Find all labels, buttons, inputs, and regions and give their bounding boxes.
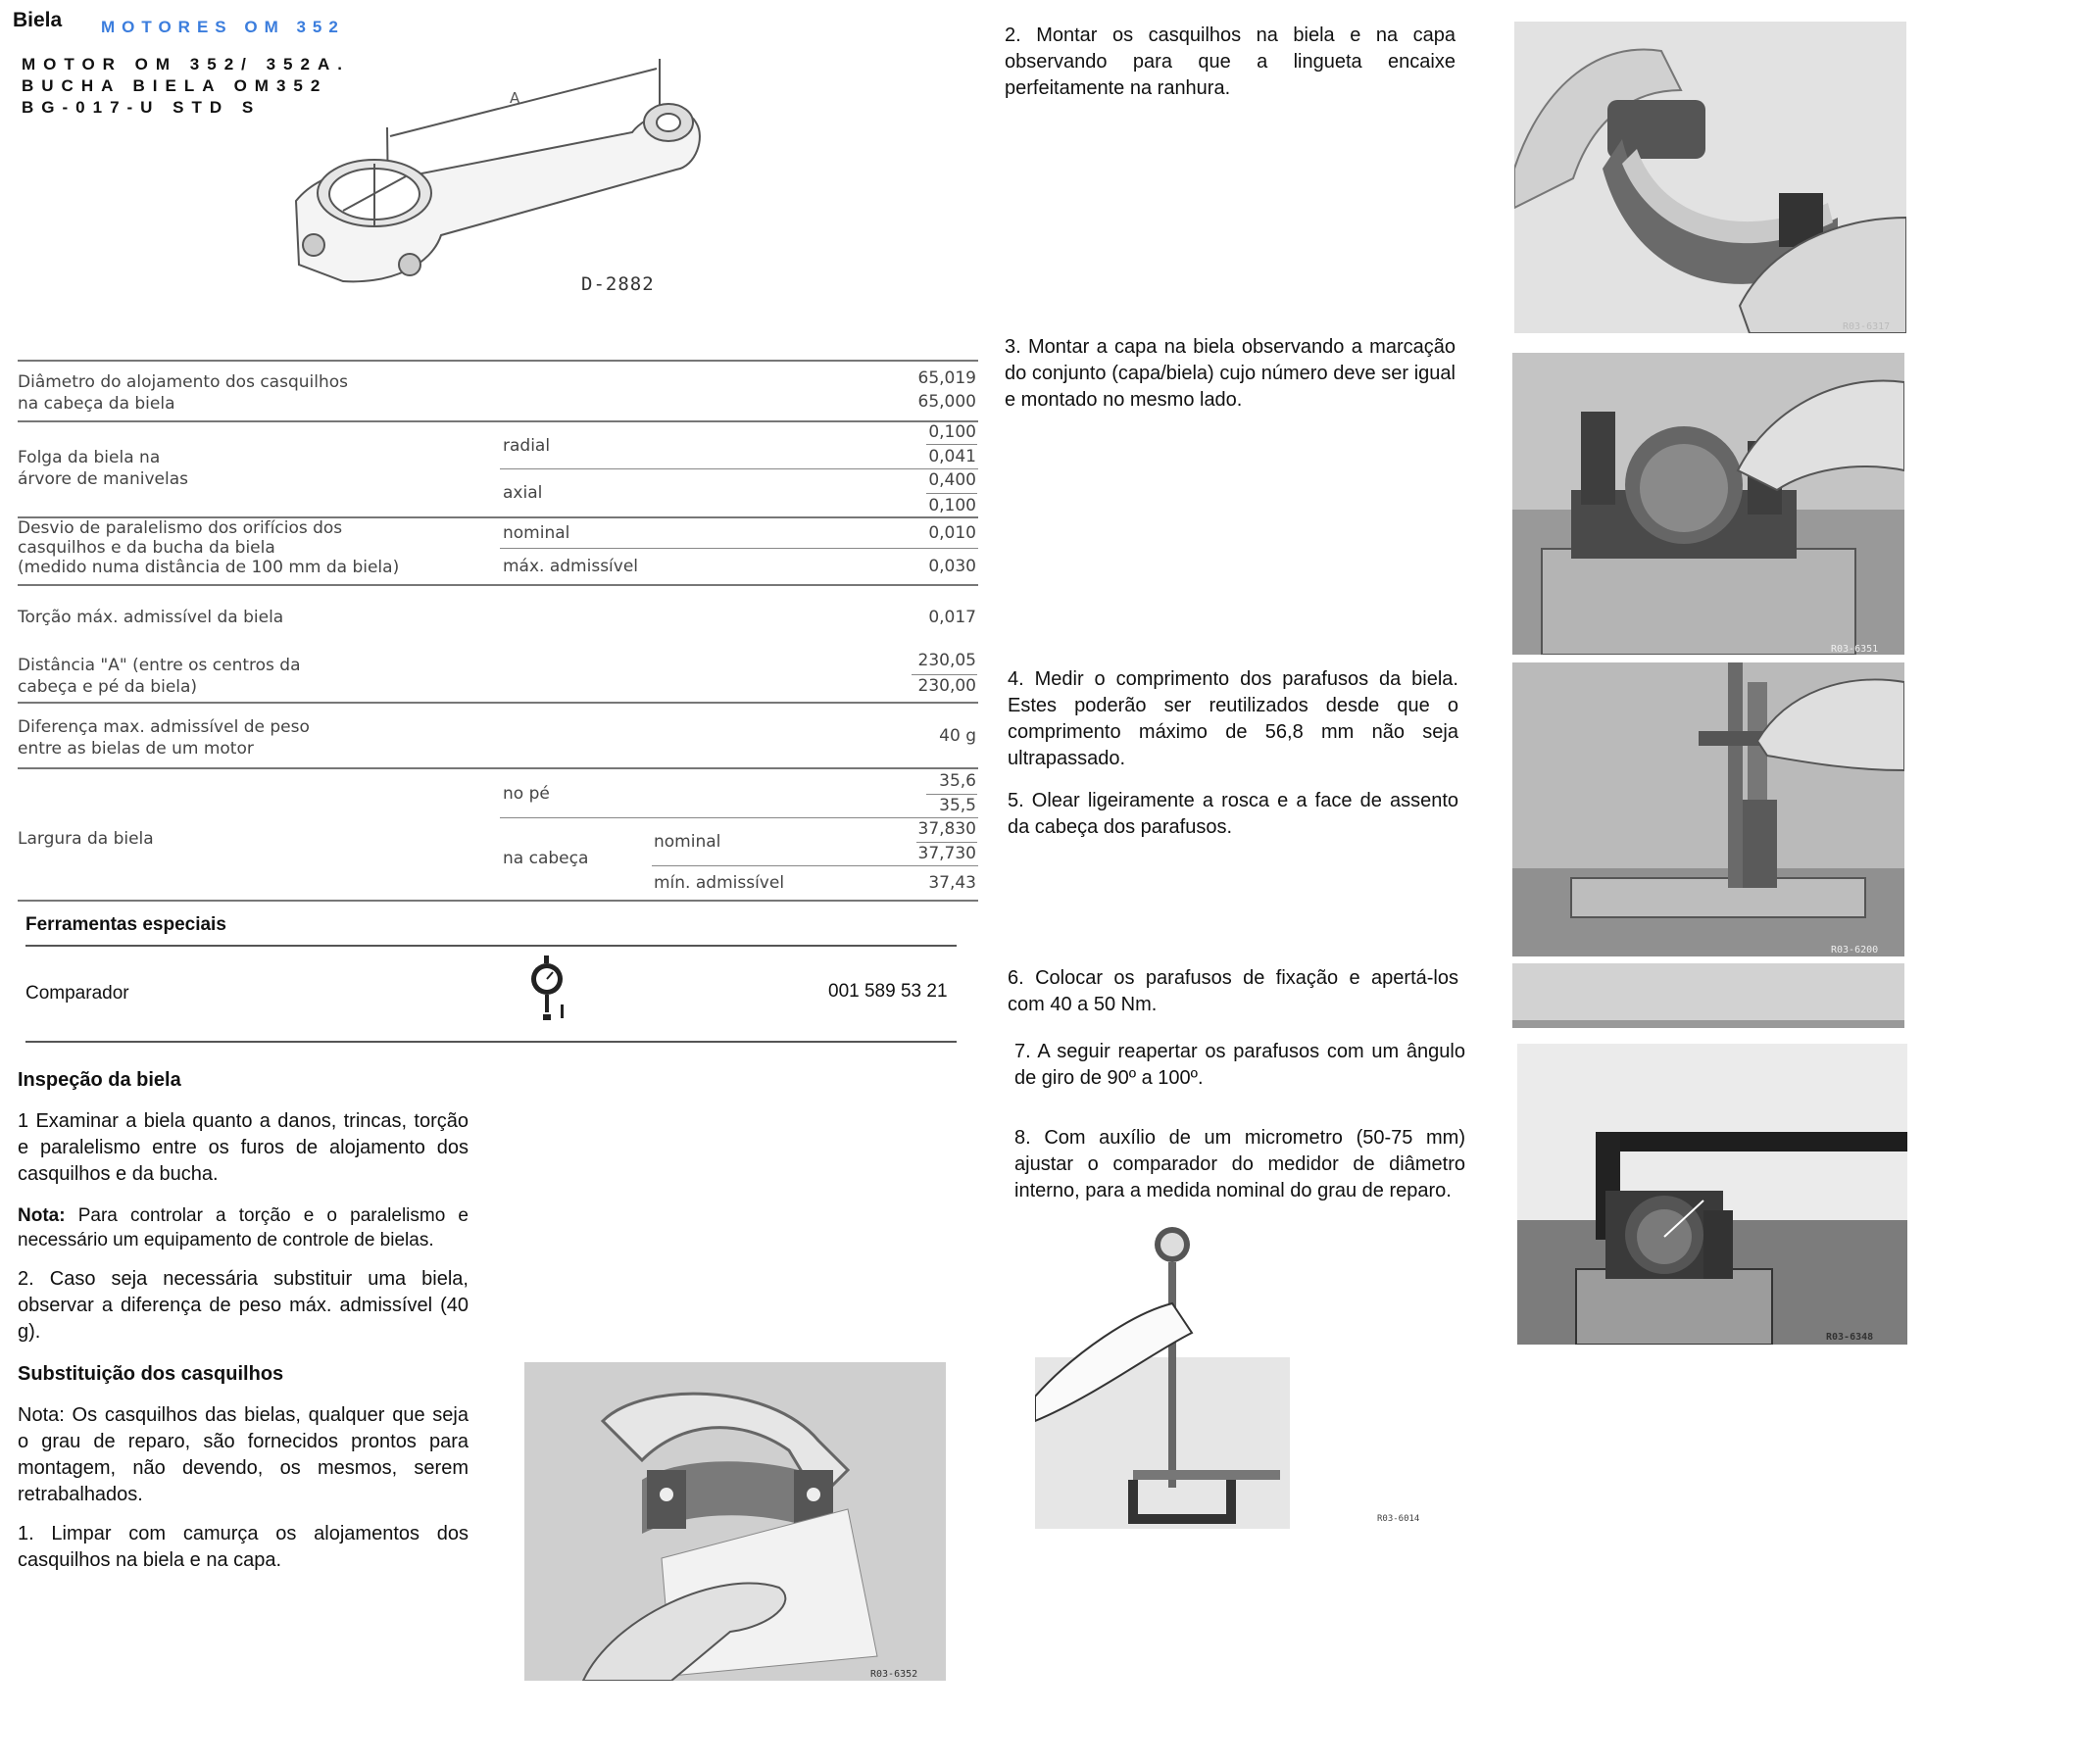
spec-label <box>18 447 188 490</box>
spec-value: 0,017 <box>928 608 976 627</box>
sub-label: mín. admissível <box>654 873 785 893</box>
connecting-rod-drawing <box>284 54 725 299</box>
photo-code: R03-6351 <box>1831 644 1879 655</box>
spec-label-line: Folga da biela na <box>18 448 161 467</box>
table-rule <box>652 865 978 866</box>
spec-label <box>18 518 399 577</box>
spec-value: 0,030 <box>928 557 976 576</box>
note-text: Para controlar a torção e o paralelismo e necessário um equipamento de controle de bielas. <box>18 1205 469 1250</box>
table-rule <box>18 360 978 362</box>
spec-value: 0,100 <box>928 496 976 515</box>
spec-label <box>18 716 310 760</box>
photo-code: R03-6200 <box>1831 945 1879 956</box>
spec-label-line: Desvio de paralelismo dos orifícios dos <box>18 518 343 538</box>
step-text: 8. Com auxílio de um micrometro (50-75 mm) ajustar o comparador do medidor de diâmetro interno, para a medida nominal do grau de reparo. <box>1014 1127 1465 1201</box>
step-text: 5. Olear ligeiramente a rosca e a face de assento da cabeça dos parafusos. <box>1008 790 1458 838</box>
step-text: 3. Montar a capa na biela observando a marcação do conjunto (capa/biela) cujo número deve ser igual e montado no mesmo lado. <box>1005 336 1456 411</box>
spec-value: 0,041 <box>928 447 976 466</box>
spec-label <box>18 371 348 415</box>
spec-value: 37,730 <box>917 844 976 863</box>
spec-label-line: casquilhos e da bucha da biela <box>18 538 275 558</box>
note-label: Nota: <box>18 1205 66 1226</box>
tool-name: Comparador <box>25 983 129 1004</box>
tools-title: Ferramentas especiais <box>25 914 226 935</box>
sub-label: no pé <box>503 784 550 804</box>
tools-rule <box>25 945 957 947</box>
spec-label: Largura da biela <box>18 829 154 849</box>
table-rule <box>500 817 978 818</box>
photo-code: R03-6348 <box>1826 1332 1874 1343</box>
sub-label: radial <box>503 436 551 456</box>
photo-cleaning-bearing-cap <box>524 1362 946 1681</box>
table-rule <box>18 420 978 422</box>
table-rule <box>18 900 978 902</box>
spec-value: 230,05 <box>917 651 976 670</box>
dimension-label: A <box>510 89 520 107</box>
value-divider <box>912 674 977 675</box>
spec-value: 65,000 <box>917 392 976 412</box>
replacement-title: Substituição dos casquilhos <box>18 1363 284 1385</box>
spec-value: 40 g <box>939 726 976 746</box>
spec-value: 230,00 <box>917 676 976 696</box>
photo-mounting-cap <box>1512 353 1904 655</box>
photo-code: R03-6317 <box>1843 321 1891 332</box>
table-rule <box>18 584 978 586</box>
spec-label-line: cabeça e pé da biela) <box>18 677 198 697</box>
spec-value: 35,5 <box>939 796 976 815</box>
spec-value: 0,010 <box>928 523 976 543</box>
spec-label-line: Diferença max. admissível de peso <box>18 717 310 737</box>
spec-label-line: entre as bielas de um motor <box>18 739 254 759</box>
replacement-note: Nota: Os casquilhos das bielas, qualquer que seja o grau de reparo, são fornecidos prontos para montagem, não devendo, os mesmos, serem retrabalhados. <box>18 1404 469 1505</box>
replacement-step: 1. Limpar com camurça os alojamentos dos casquilhos na biela e na capa. <box>18 1523 469 1571</box>
value-divider <box>916 842 977 843</box>
spec-label-line: (medido numa distância de 100 mm da biela) <box>18 558 400 577</box>
sub-label: nominal <box>503 523 570 543</box>
photo-torque-tightening <box>1517 1044 1907 1345</box>
sub-label: na cabeça <box>503 849 589 868</box>
value-divider <box>926 444 977 445</box>
table-rule <box>500 548 978 549</box>
value-divider <box>926 794 977 795</box>
step-text: 7. A seguir reapertar os parafusos com um ângulo de giro de 90º a 100º. <box>1014 1041 1465 1089</box>
inspection-note <box>18 1203 469 1252</box>
section-title: Biela <box>13 9 63 31</box>
spec-value: 65,019 <box>917 368 976 388</box>
dial-indicator-icon <box>529 956 570 1026</box>
table-rule <box>18 767 978 769</box>
photo-fitting-bearing-shell <box>1514 22 1906 333</box>
spec-label-line: árvore de manivelas <box>18 469 188 489</box>
photo-micrometer <box>1035 1225 1290 1529</box>
tools-rule <box>25 1041 957 1043</box>
drawing-code: D-2882 <box>581 273 655 295</box>
sub-label: máx. admissível <box>503 557 639 576</box>
photo-measuring-bolt <box>1512 662 1904 956</box>
inspection-title: Inspeção da biela <box>18 1069 181 1091</box>
step-text: 4. Medir o comprimento dos parafusos da biela. Estes poderão ser reutilizados desde que o comprimento máximo de 56,8 mm não seja ultrapassado. <box>1008 668 1458 769</box>
photo-strip <box>1512 963 1904 1028</box>
spec-label-line: Distância "A" (entre os centros da <box>18 656 301 675</box>
spec-value: 37,43 <box>928 873 976 893</box>
sub-header-line: BG-017-U STD S <box>22 98 262 117</box>
sub-label: axial <box>503 483 543 503</box>
inspection-paragraph: 2. Caso seja necessária substituir uma biela, observar a diferença de peso máx. admissível (40 g). <box>18 1268 469 1343</box>
sub-header-line: MOTOR OM 352/ 352A. <box>22 55 350 74</box>
step-text: 6. Colocar os parafusos de fixação e apertá-los com 40 a 50 Nm. <box>1008 967 1458 1015</box>
sub-header-line: BUCHA BIELA OM352 <box>22 76 328 95</box>
table-rule <box>18 702 978 704</box>
tool-code: 001 589 53 21 <box>828 981 948 1002</box>
spec-value: 37,830 <box>917 819 976 839</box>
value-divider <box>926 493 977 494</box>
spec-label-line: na cabeça da biela <box>18 394 175 414</box>
spec-label: Torção máx. admissível da biela <box>18 608 284 627</box>
spec-label <box>18 655 301 698</box>
step-text: 2. Montar os casquilhos na biela e na capa observando para que a lingueta encaixe perfeitamente na ranhura. <box>1005 24 1456 99</box>
sub-label: nominal <box>654 832 721 852</box>
spec-value: 35,6 <box>939 771 976 791</box>
inspection-paragraph: 1 Examinar a biela quanto a danos, trincas, torção e paralelismo entre os furos de alojamento dos casquilhos e da bucha. <box>18 1110 469 1185</box>
photo-code: R03-6014 <box>1377 1514 1420 1524</box>
spec-value: 0,100 <box>928 422 976 442</box>
brand-label: MOTORES OM 352 <box>101 18 345 36</box>
spec-value: 0,400 <box>928 470 976 490</box>
spec-label-line: Diâmetro do alojamento dos casquilhos <box>18 372 348 392</box>
table-rule <box>500 468 978 469</box>
photo-code: R03-6352 <box>870 1669 918 1680</box>
